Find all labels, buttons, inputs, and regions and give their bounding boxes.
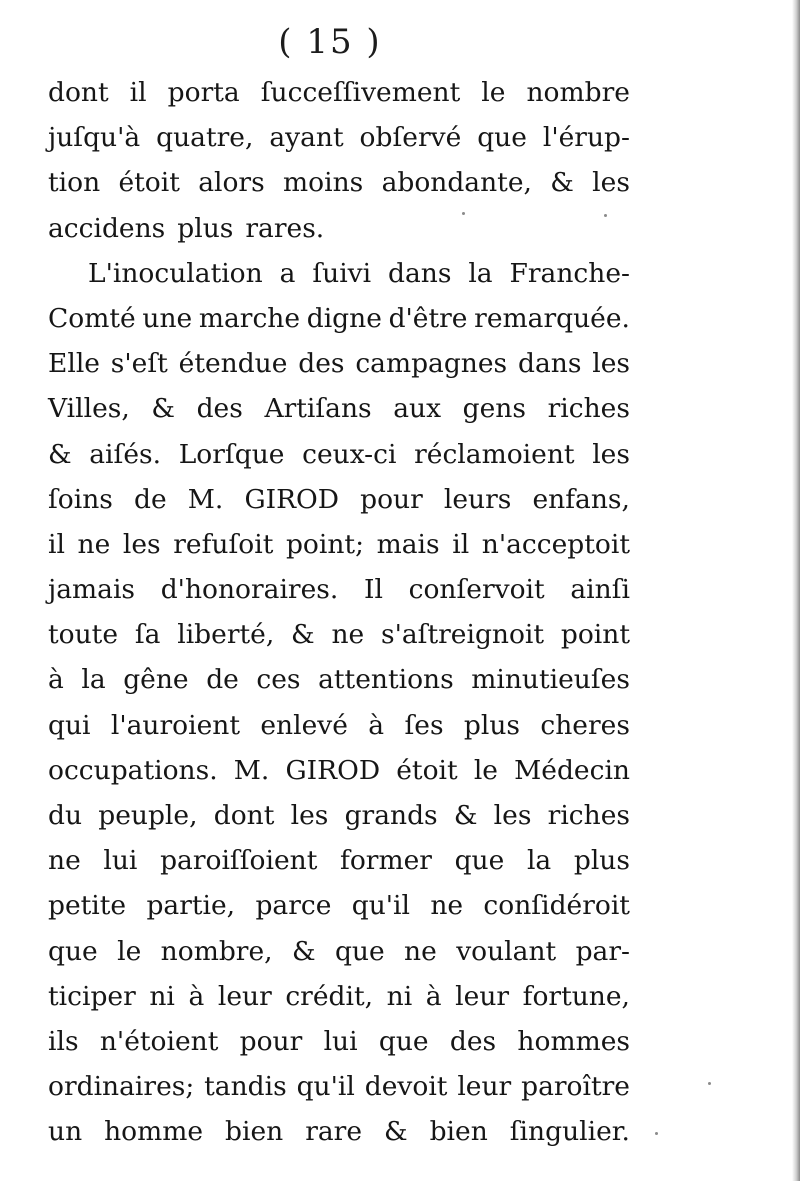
word: à [425,980,442,1012]
word: que [378,1025,429,1057]
word: ne [48,845,81,877]
word: ces [256,664,301,696]
text-line [48,657,630,702]
word: marche [198,302,301,334]
word: ceux-ci [302,438,397,470]
word: bien [225,1116,284,1148]
word: la [81,664,106,696]
word: crédit, [285,980,374,1012]
text-line [48,296,630,341]
word: que [454,845,505,877]
paper-speck [655,1132,658,1135]
word: qu'il [296,1071,355,1103]
word: ainſi [570,574,630,606]
word: étoit [396,754,458,786]
text-line [48,1109,630,1154]
word: paroître [521,1071,630,1103]
word: il [452,528,470,560]
word: leur [455,980,510,1012]
word: ne [77,528,111,560]
word: occupations. [48,754,218,786]
word: que [334,935,385,967]
word: qui [48,709,91,741]
word: toute [48,619,119,651]
word: étoit [118,167,180,199]
word: point [560,619,630,651]
word: Franche- [509,257,630,289]
word: qu'il [351,890,411,922]
word: s'aſtreignoit [380,619,545,651]
word: alors [198,167,265,199]
word: ſingulier. [509,1116,630,1148]
word: digne [306,302,382,334]
word: tion [48,167,101,199]
text-line [48,160,630,205]
word: Comté [48,302,136,334]
word: former [340,845,432,877]
word: minutieuſes [471,664,630,696]
word: que [48,935,98,967]
text-line [48,748,630,793]
word: quatre, [156,122,254,154]
word: Médecin [514,754,630,786]
word: par- [575,935,630,967]
word: homme [104,1116,204,1148]
text-line [48,522,630,567]
word: & [151,393,175,425]
word: la [468,257,493,289]
word: devoit [364,1071,448,1103]
word: moins [283,167,364,199]
word: refuſoit [173,528,274,560]
word: d'être [388,302,468,334]
word: nombre [526,77,630,108]
word: les [592,167,630,199]
word: plus [177,212,234,244]
word: le [481,77,506,108]
word: la [526,845,552,877]
word: leur [217,980,272,1012]
word: le [473,754,498,786]
word: une [142,302,193,334]
word: dans [388,257,452,289]
word: pour [239,1025,303,1057]
word: ſuivi [312,257,372,289]
word: il [48,528,65,560]
word: des [298,348,345,380]
word: ſa [134,619,161,651]
word: aiſés. [89,438,162,470]
word: parce [255,890,332,922]
word: riches [547,800,630,831]
word: lui [103,845,138,877]
text-line [48,1019,630,1064]
word: riches [547,393,630,425]
word: que [477,122,527,154]
word: conſidéroit [483,890,630,922]
page-number: ( 15 ) [278,22,382,62]
word: ne [331,619,365,651]
word: un [48,1116,83,1148]
word: enfans, [532,483,630,515]
text-line [48,251,630,296]
word: & [384,1116,408,1148]
text-line [48,70,630,115]
word: & [291,935,316,967]
body-text [48,70,630,1155]
word: & [453,800,478,831]
text-line [48,115,630,160]
word: M. [233,754,270,786]
word: l'érup- [542,122,630,154]
text-line [48,612,630,657]
page-edge-shadow [792,0,800,1181]
word: Villes, [48,393,130,425]
word: les [122,528,161,560]
word: n'étoient [99,1025,219,1057]
word: liberté, [177,619,275,651]
word: GIROD [244,483,340,515]
word: leurs [443,483,512,515]
text-line [48,703,630,748]
word: leur [457,1071,512,1103]
word: conſervoit [408,574,545,606]
text-line [48,929,630,974]
word: à [188,980,205,1012]
word: campagnes [355,348,508,380]
word: L'inoculation [88,257,263,289]
word: à [48,664,64,696]
word: les [592,438,630,470]
word: ſucceſſivement [260,77,461,108]
word: rare [305,1116,363,1148]
word: des [449,1025,497,1057]
word: les [493,800,532,831]
word: ticiper [48,980,136,1012]
word: ni [386,980,413,1012]
word: hommes [517,1025,630,1057]
word: jamais [48,574,136,606]
word: point; [285,528,365,560]
word: enlevé [260,709,348,741]
word: gêne [123,664,189,696]
word: tandis [204,1071,287,1103]
word: lui [323,1025,358,1057]
word: Artiſans [264,393,372,425]
paper-speck [604,214,607,217]
word: dont [48,77,109,108]
word: ni [149,980,175,1012]
word: remarquée. [474,302,630,334]
text-line [48,1064,630,1109]
word: accidens [48,212,166,244]
text-line [48,386,630,431]
text-line [48,974,630,1019]
word: GIROD [285,754,381,786]
word: grands [344,800,438,831]
word: dans [517,348,582,380]
word: & [550,167,574,199]
word: dont [213,800,275,831]
word: ſes [404,709,444,741]
word: voulant [456,935,557,967]
word: de [134,483,167,515]
word: petite [48,890,127,922]
word: ne [404,935,437,967]
text-line [48,883,630,928]
word: d'honoraires. [160,574,339,606]
word: pour [360,483,423,515]
word: n'acceptoit [481,528,630,560]
paper-speck [708,1082,711,1085]
word: porta [167,77,240,108]
word: du [48,800,83,831]
text-line [48,477,630,522]
word: juſqu'à [48,122,141,154]
word: attentions [318,664,454,696]
text-line [48,567,630,612]
word: il [129,77,147,108]
word: mais [376,528,440,560]
word: obſervé [359,122,462,154]
text-line [48,341,630,386]
word: ſoins [48,483,113,515]
paper-speck [462,212,465,215]
word: s'eſt [110,348,168,380]
word: l'auroient [110,709,240,741]
word: & [291,619,315,651]
word: & [48,438,72,470]
word: a [279,257,296,289]
word: à [368,709,385,741]
word: des [196,393,243,425]
text-line [48,838,630,883]
word: ayant [269,122,344,154]
word: bien [429,1116,488,1148]
text-line [48,432,630,477]
word: aux [393,393,442,425]
word: Il [363,574,383,606]
word: abondante, [381,167,532,199]
word: rares. [245,212,325,244]
word: paroiſſoient [160,845,318,877]
word: les [592,348,630,380]
word: étendue [178,348,288,380]
word: peuple, [98,800,198,831]
word: cheres [540,709,630,741]
word: ils [48,1025,79,1057]
word: partie, [146,890,236,922]
word: réclamoient [414,438,575,470]
word: plus [573,845,630,877]
word: M. [187,483,224,515]
word: de [206,664,239,696]
word: ordinaires; [48,1071,195,1103]
word: le [117,935,142,967]
word: Lorſque [178,438,285,470]
text-line [48,206,630,251]
word: fortune, [522,980,630,1012]
text-line [48,793,630,838]
word: nombre, [160,935,273,967]
word: plus [463,709,521,741]
word: les [290,800,329,831]
word: ne [430,890,464,922]
word: Elle [48,348,100,380]
word: gens [462,393,526,425]
